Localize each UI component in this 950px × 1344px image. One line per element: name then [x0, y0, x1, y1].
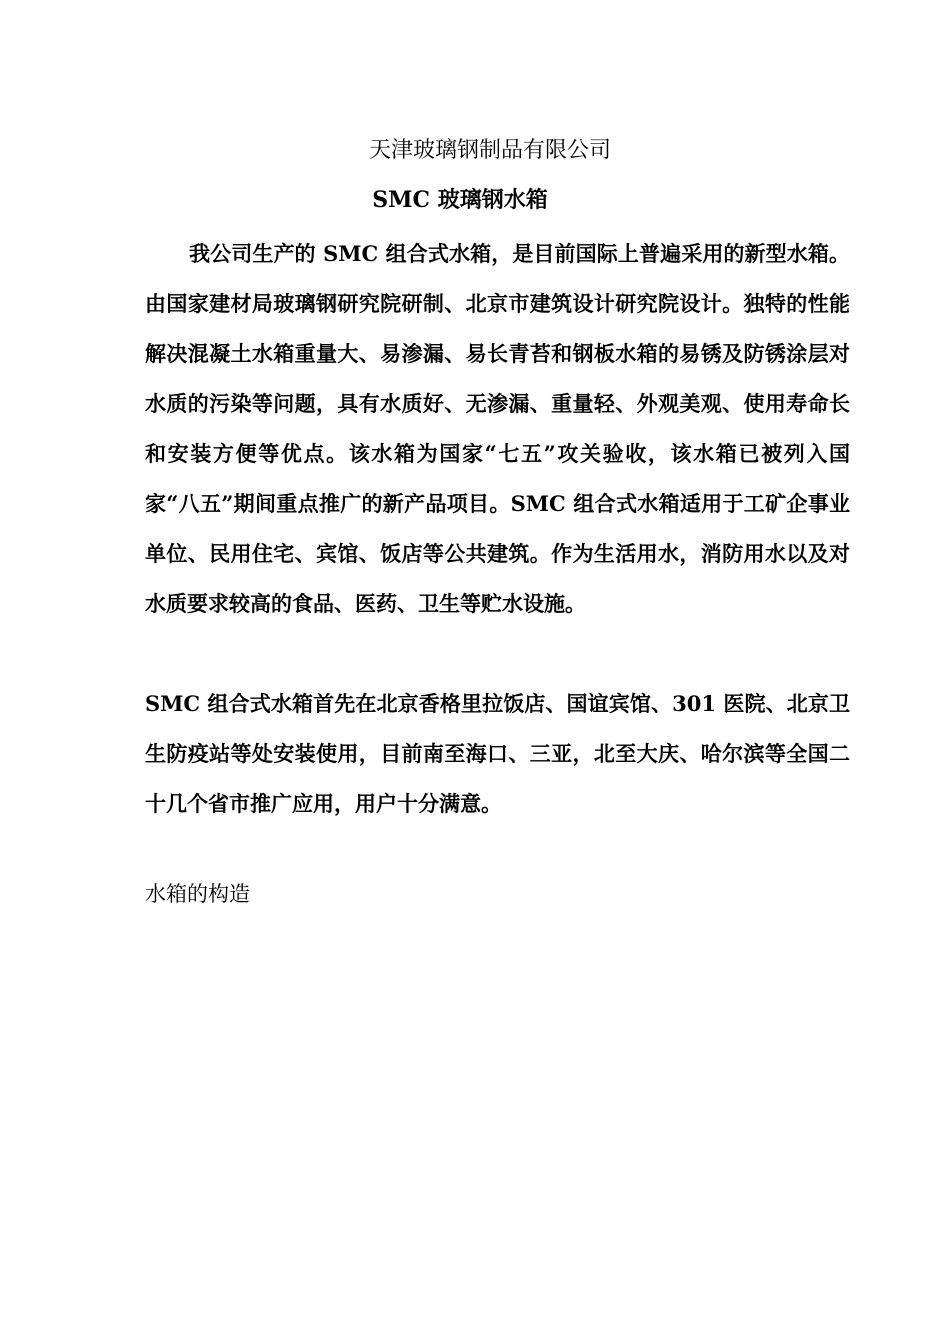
product-title: SMC 玻璃钢水箱: [372, 187, 548, 213]
company-title: 天津玻璃钢制品有限公司: [368, 138, 611, 163]
installation-paragraph: SMC 组合式水箱首先在北京香格里拉饭店、国谊宾馆、301 医院、北京卫生防疫站等处安装使用，目前南至海口、三亚，北至大庆、哈尔滨等全国二十几个省市推广应用，用户十分满意。: [145, 691, 850, 816]
intro-paragraph: 我公司生产的 SMC 组合式水箱，是目前国际上普遍采用的新型水箱。由国家建材局玻璃钢研究院研制、北京市建筑设计研究院设计。独特的性能解决混凝土水箱重量大、易渗漏、易长青苔和钢板水箱的易锈及防锈涂层对水质的污染等问题，具有水质好、无渗漏、重量轻、外观美观、使用寿命长和安装方便等优点。该水箱为国家“七五”攻关验收，该水箱已被列入国家“八五”期间重点推广的新产品项目。SMC 组合式水箱适用于工矿企事业单位、民用住宅、宾馆、饭店等公共建筑。作为生活用水，消防用水以及对水质要求较高的食品、医药、卫生等贮水设施。: [145, 241, 850, 616]
section-heading-structure: 水箱的构造: [145, 882, 250, 906]
